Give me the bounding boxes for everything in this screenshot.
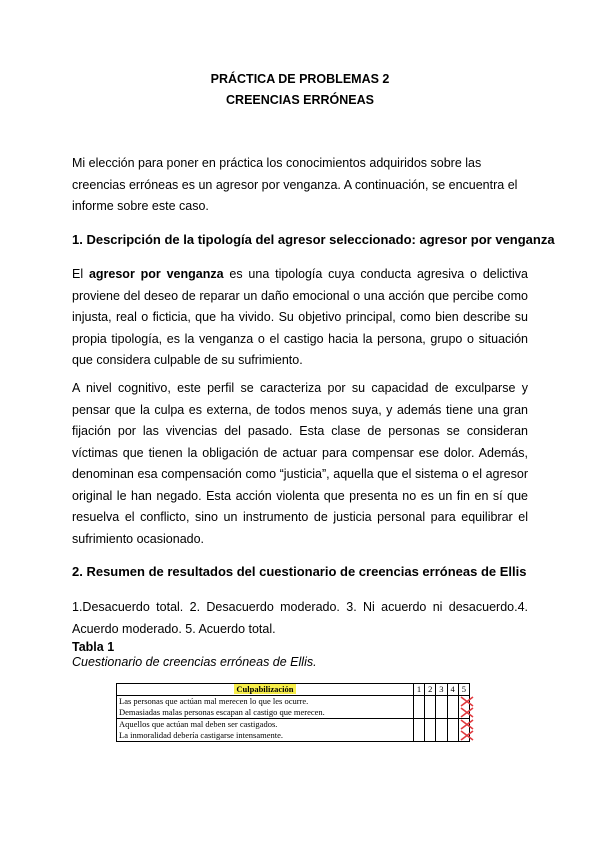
cross-mark-icon bbox=[460, 707, 474, 718]
questionnaire-table bbox=[116, 683, 470, 742]
statement: Las personas que actúan mal merecen lo que les ocurre. bbox=[119, 696, 309, 706]
statement: Demasiadas malas personas escapan al castigo que merecen. bbox=[119, 707, 325, 717]
paragraph-definition-bold: agresor por venganza bbox=[88, 267, 224, 281]
section-1-heading: 1. Descripción de la tipología del agresor seleccionado: agresor por venganza bbox=[72, 232, 555, 247]
document-title: PRÁCTICA DE PROBLEMAS 2 bbox=[210, 72, 390, 86]
intro-paragraph: Mi elección para poner en práctica los conocimientos adquiridos sobre las creencias erróneas es un agresor por venganza. A continuación, se encuentra el informe sobre este caso. bbox=[72, 156, 518, 213]
statement: La inmoralidad debería castigarse intensamente. bbox=[119, 730, 284, 740]
scale-header: 4 bbox=[447, 684, 458, 696]
paragraph-definition bbox=[72, 264, 528, 372]
table-label: Tabla 1 bbox=[72, 640, 115, 654]
table-row bbox=[117, 696, 470, 719]
table-row bbox=[117, 719, 470, 742]
paragraph-definition-rest: es una tipología cuya conducta agresiva o delictiva proviene del deseo de reparar un daño emocional o una acción que percibe como injusta, real o ficticia, que ha vivido. Su objetivo principal, como bien describe su propia tipología, es la venganza o el castigo hacia la persona, grupo o situación que considera culpable de su sufrimiento. bbox=[72, 267, 528, 367]
cross-mark-icon bbox=[460, 719, 474, 730]
document-subtitle: CREENCIAS ERRÓNEAS bbox=[226, 93, 374, 107]
answer-cell bbox=[458, 719, 469, 742]
statement-cell bbox=[117, 719, 414, 742]
section-2-heading: 2. Resumen de resultados del cuestionario de creencias erróneas de Ellis bbox=[72, 564, 527, 579]
paragraph-cognitive: A nivel cognitivo, este perfil se caracteriza por su capacidad de exculparse y pensar que la culpa es externa, de todos menos suya, y además tiene una gran fijación por las vivencias del pasado. Esta clase de personas se consideran víctimas que tienen la obligación de actuar para compensar ese dolor. Además, denominan esa compensación como “justicia”, aquella que el sistema o el agresor original le han negado. Esta acción violenta que presenta no es un fin en sí que resuelva el conflicto, sino un instrumento de justicia personal para equilibrar el sufrimiento ocasionado. bbox=[72, 381, 528, 546]
statement-cell bbox=[117, 696, 414, 719]
scale-header: 1 bbox=[413, 684, 424, 696]
scale-legend: 1.Desacuerdo total. 2. Desacuerdo moderado. 3. Ni acuerdo ni desacuerdo.4. Acuerdo moderado. 5. Acuerdo total. bbox=[72, 600, 528, 636]
scale-header: 5 bbox=[458, 684, 469, 696]
cross-mark-icon bbox=[460, 696, 474, 707]
category-label: Culpabilización bbox=[236, 684, 294, 694]
table-caption: Cuestionario de creencias erróneas de Ellis. bbox=[72, 655, 317, 669]
statement: Aquellos que actúan mal deben ser castigados. bbox=[119, 719, 278, 729]
table-header-row bbox=[117, 684, 470, 696]
scale-header: 2 bbox=[425, 684, 436, 696]
category-cell bbox=[117, 684, 414, 696]
paragraph-definition-lead: El bbox=[72, 267, 89, 281]
answer-cell bbox=[458, 696, 469, 719]
scale-header: 3 bbox=[436, 684, 447, 696]
cross-mark-icon bbox=[460, 730, 474, 741]
